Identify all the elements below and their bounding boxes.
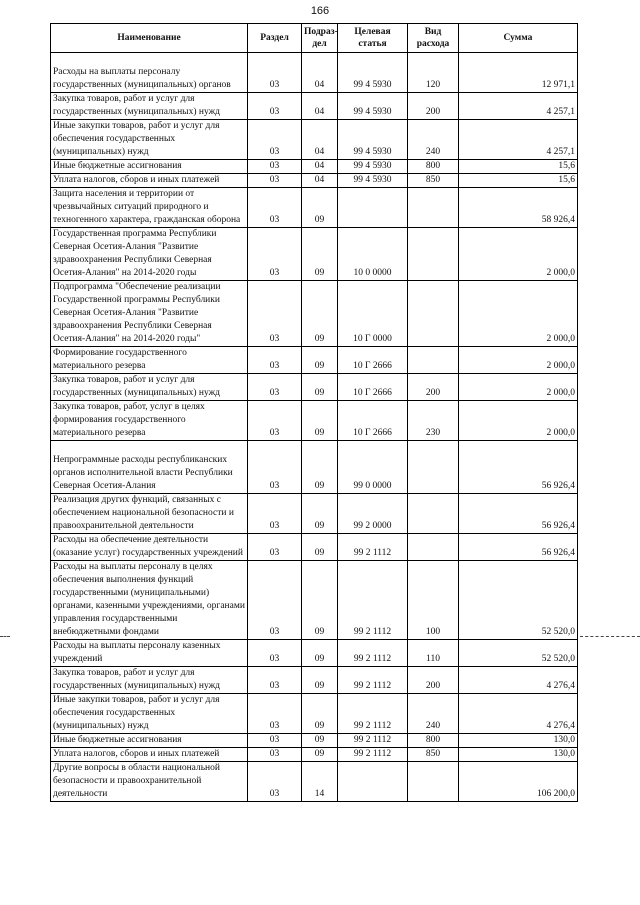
cell-target: 99 4 5930	[338, 53, 408, 93]
cell-section: 03	[248, 93, 302, 120]
margin-dash-left	[0, 636, 10, 637]
cell-section: 03	[248, 374, 302, 401]
cell-target: 10 Г 2666	[338, 401, 408, 441]
cell-kind: 120	[408, 53, 459, 93]
cell-name: Закупка товаров, работ и услуг для государственных (муниципальных) нужд	[51, 374, 248, 401]
cell-sum: 2 000,0	[459, 347, 578, 374]
cell-subsection: 09	[302, 734, 338, 748]
cell-kind	[408, 494, 459, 534]
cell-kind: 230	[408, 401, 459, 441]
table-row	[51, 762, 578, 802]
cell-name: Расходы на обеспечение деятельности (оказание услуг) государственных учреждений	[51, 534, 248, 561]
table-row	[51, 347, 578, 374]
cell-subsection: 09	[302, 667, 338, 694]
table-row	[51, 534, 578, 561]
table-row	[51, 748, 578, 762]
cell-section: 03	[248, 561, 302, 640]
cell-sum: 2 000,0	[459, 281, 578, 347]
cell-target: 99 2 0000	[338, 494, 408, 534]
cell-sum: 4 276,4	[459, 694, 578, 734]
cell-kind: 240	[408, 694, 459, 734]
table-row	[51, 694, 578, 734]
cell-kind	[408, 228, 459, 281]
table-row	[51, 734, 578, 748]
cell-name: Иные закупки товаров, работ и услуг для обеспечения государственных (муниципальных) нужд	[51, 120, 248, 160]
cell-name: Подпрограмма "Обеспечение реализации Государственной программы Республики Северная Осетия-Алания "Развитие здравоохранения Республики Северная Осетия-Алания" на 2014-2020 годы"	[51, 281, 248, 347]
cell-sum: 12 971,1	[459, 53, 578, 93]
cell-name: Иные бюджетные ассигнования	[51, 734, 248, 748]
cell-target	[338, 188, 408, 228]
cell-section: 03	[248, 228, 302, 281]
cell-subsection: 09	[302, 534, 338, 561]
cell-section: 03	[248, 534, 302, 561]
cell-kind	[408, 534, 459, 561]
table-row	[51, 667, 578, 694]
cell-subsection: 09	[302, 494, 338, 534]
cell-sum: 4 257,1	[459, 120, 578, 160]
cell-subsection: 09	[302, 228, 338, 281]
cell-kind: 200	[408, 93, 459, 120]
cell-name: Уплата налогов, сборов и иных платежей	[51, 748, 248, 762]
cell-kind: 800	[408, 160, 459, 174]
cell-sum: 15,6	[459, 174, 578, 188]
cell-kind	[408, 281, 459, 347]
cell-section: 03	[248, 174, 302, 188]
cell-subsection: 09	[302, 281, 338, 347]
cell-target	[338, 762, 408, 802]
cell-kind	[408, 347, 459, 374]
cell-name: Другие вопросы в области национальной безопасности и правоохранительной деятельности	[51, 762, 248, 802]
table-header-row	[51, 24, 578, 53]
cell-subsection: 09	[302, 401, 338, 441]
cell-subsection: 04	[302, 174, 338, 188]
cell-subsection: 04	[302, 120, 338, 160]
cell-section: 03	[248, 762, 302, 802]
table-row	[51, 53, 578, 93]
cell-name: Закупка товаров, работ, услуг в целях формирования государственного материального резерва	[51, 401, 248, 441]
cell-target: 99 2 1112	[338, 640, 408, 667]
table-row	[51, 640, 578, 667]
cell-kind: 110	[408, 640, 459, 667]
cell-sum: 4 276,4	[459, 667, 578, 694]
cell-sum: 56 926,4	[459, 534, 578, 561]
cell-kind	[408, 762, 459, 802]
cell-target: 99 4 5930	[338, 120, 408, 160]
cell-target: 10 0 0000	[338, 228, 408, 281]
cell-section: 03	[248, 53, 302, 93]
margin-dash-right	[580, 636, 640, 637]
table-row	[51, 561, 578, 640]
cell-name: Уплата налогов, сборов и иных платежей	[51, 174, 248, 188]
cell-target: 10 Г 2666	[338, 374, 408, 401]
cell-section: 03	[248, 120, 302, 160]
cell-subsection: 09	[302, 441, 338, 494]
cell-subsection: 09	[302, 561, 338, 640]
cell-section: 03	[248, 494, 302, 534]
cell-sum: 106 200,0	[459, 762, 578, 802]
cell-subsection: 14	[302, 762, 338, 802]
cell-kind: 200	[408, 374, 459, 401]
table-row	[51, 160, 578, 174]
header-subsection: Подраз-дел	[302, 24, 338, 53]
header-section: Раздел	[248, 24, 302, 53]
cell-name: Расходы на выплаты персоналу государственных (муниципальных) органов	[51, 53, 248, 93]
cell-section: 03	[248, 160, 302, 174]
cell-name: Расходы на выплаты персоналу в целях обеспечения выполнения функций государственными (муниципальными) органами, казенными учреждениями, органами управления государственными внебюджетными фондами	[51, 561, 248, 640]
header-name: Наименование	[51, 24, 248, 53]
cell-sum: 2 000,0	[459, 228, 578, 281]
cell-section: 03	[248, 748, 302, 762]
cell-sum: 56 926,4	[459, 441, 578, 494]
cell-section: 03	[248, 667, 302, 694]
cell-subsection: 09	[302, 640, 338, 667]
budget-table	[50, 23, 578, 802]
cell-name: Закупка товаров, работ и услуг для государственных (муниципальных) нужд	[51, 93, 248, 120]
cell-sum: 52 520,0	[459, 561, 578, 640]
cell-kind: 240	[408, 120, 459, 160]
table-row	[51, 228, 578, 281]
cell-sum: 130,0	[459, 734, 578, 748]
cell-name: Непрограммные расходы республиканских органов исполнительной власти Республики Северная Осетия-Алания	[51, 441, 248, 494]
cell-section: 03	[248, 734, 302, 748]
cell-name: Иные закупки товаров, работ и услуг для обеспечения государственных (муниципальных) нужд	[51, 694, 248, 734]
table-row	[51, 120, 578, 160]
header-target: Целевая статья	[338, 24, 408, 53]
table-row	[51, 188, 578, 228]
cell-subsection: 09	[302, 374, 338, 401]
cell-kind: 800	[408, 734, 459, 748]
cell-kind: 850	[408, 748, 459, 762]
cell-target: 99 2 1112	[338, 748, 408, 762]
header-kind: Вид расхода	[408, 24, 459, 53]
cell-target: 99 2 1112	[338, 561, 408, 640]
cell-name: Закупка товаров, работ и услуг для государственных (муниципальных) нужд	[51, 667, 248, 694]
cell-section: 03	[248, 188, 302, 228]
cell-subsection: 09	[302, 188, 338, 228]
cell-name: Расходы на выплаты персоналу казенных учреждений	[51, 640, 248, 667]
cell-target: 99 4 5930	[338, 93, 408, 120]
cell-sum: 56 926,4	[459, 494, 578, 534]
cell-target: 99 4 5930	[338, 160, 408, 174]
cell-section: 03	[248, 441, 302, 494]
cell-sum: 2 000,0	[459, 401, 578, 441]
cell-name: Реализация других функций, связанных с обеспечением национальной безопасности и правоохранительной деятельности	[51, 494, 248, 534]
table-row	[51, 374, 578, 401]
cell-sum: 2 000,0	[459, 374, 578, 401]
table-row	[51, 494, 578, 534]
table-row	[51, 441, 578, 494]
cell-kind	[408, 188, 459, 228]
cell-subsection: 04	[302, 160, 338, 174]
page-number: 166	[310, 5, 330, 17]
cell-subsection: 04	[302, 93, 338, 120]
cell-target: 99 4 5930	[338, 174, 408, 188]
cell-subsection: 09	[302, 748, 338, 762]
cell-kind: 100	[408, 561, 459, 640]
cell-sum: 52 520,0	[459, 640, 578, 667]
cell-subsection: 04	[302, 53, 338, 93]
table-row	[51, 93, 578, 120]
cell-name: Государственная программа Республики Северная Осетия-Алания "Развитие здравоохранения Республики Северная Осетия-Алания" на 2014-2020 годы	[51, 228, 248, 281]
cell-target: 99 2 1112	[338, 694, 408, 734]
cell-section: 03	[248, 640, 302, 667]
cell-section: 03	[248, 347, 302, 374]
table-row	[51, 281, 578, 347]
cell-name: Формирование государственного материального резерва	[51, 347, 248, 374]
cell-section: 03	[248, 281, 302, 347]
cell-subsection: 09	[302, 347, 338, 374]
cell-sum: 4 257,1	[459, 93, 578, 120]
cell-section: 03	[248, 694, 302, 734]
cell-kind: 850	[408, 174, 459, 188]
cell-name: Защита населения и территории от чрезвычайных ситуаций природного и техногенного характера, гражданская оборона	[51, 188, 248, 228]
cell-target: 99 2 1112	[338, 667, 408, 694]
cell-target: 10 Г 2666	[338, 347, 408, 374]
cell-sum: 58 926,4	[459, 188, 578, 228]
table-row	[51, 401, 578, 441]
cell-subsection: 09	[302, 694, 338, 734]
cell-name: Иные бюджетные ассигнования	[51, 160, 248, 174]
cell-sum: 130,0	[459, 748, 578, 762]
cell-kind	[408, 441, 459, 494]
table-row	[51, 174, 578, 188]
cell-kind: 200	[408, 667, 459, 694]
cell-target: 99 0 0000	[338, 441, 408, 494]
cell-sum: 15,6	[459, 160, 578, 174]
cell-section: 03	[248, 401, 302, 441]
cell-target: 99 2 1112	[338, 734, 408, 748]
cell-target: 10 Г 0000	[338, 281, 408, 347]
cell-target: 99 2 1112	[338, 534, 408, 561]
header-sum: Сумма	[459, 24, 578, 53]
